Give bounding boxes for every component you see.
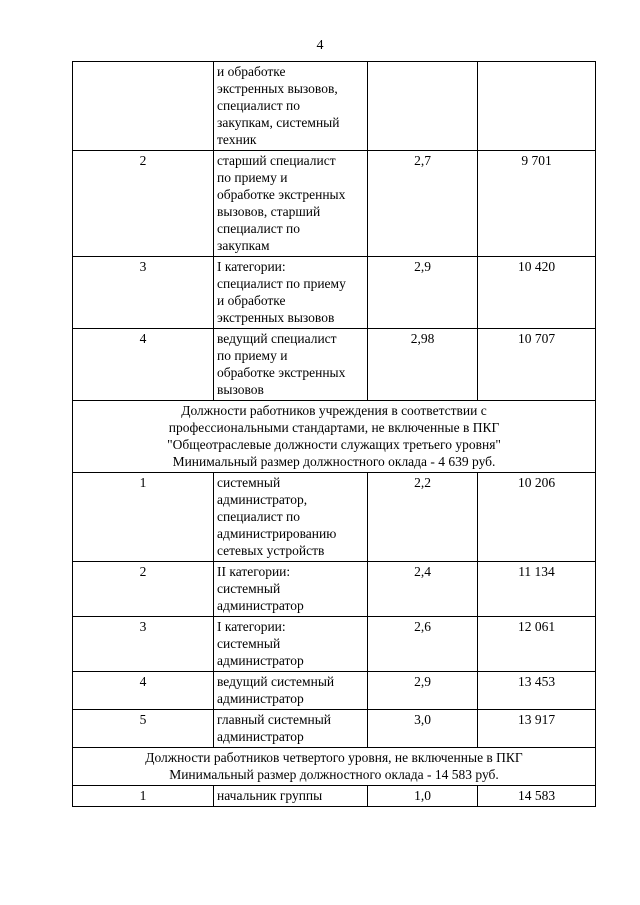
section-header-row (73, 748, 596, 786)
row-number-cell (73, 62, 214, 151)
salary-cell: 12 061 (478, 617, 596, 672)
salary-cell: 11 134 (478, 562, 596, 617)
row-number-cell: 1 (73, 473, 214, 562)
coefficient-cell: 2,2 (368, 473, 478, 562)
coefficient-cell: 2,9 (368, 672, 478, 710)
salary-cell: 10 707 (478, 329, 596, 401)
table-row (73, 62, 596, 151)
row-number-cell: 4 (73, 672, 214, 710)
row-number-cell: 5 (73, 710, 214, 748)
position-title-cell: главный системный администратор (214, 710, 368, 748)
salary-cell: 9 701 (478, 151, 596, 257)
row-number-cell: 4 (73, 329, 214, 401)
coefficient-cell (368, 62, 478, 151)
position-title-cell: I категории: специалист по приему и обработке экстренных вызовов (214, 257, 368, 329)
row-number-cell: 2 (73, 562, 214, 617)
salary-cell (478, 62, 596, 151)
table-row (73, 151, 596, 257)
table-row (73, 473, 596, 562)
table-row (73, 329, 596, 401)
position-title-cell: II категории: системный администратор (214, 562, 368, 617)
coefficient-cell: 2,4 (368, 562, 478, 617)
salary-cell: 10 206 (478, 473, 596, 562)
salary-table (72, 61, 596, 807)
page-number: 4 (316, 38, 324, 53)
coefficient-cell: 3,0 (368, 710, 478, 748)
coefficient-cell: 2,6 (368, 617, 478, 672)
position-title-cell: старший специалист по приему и обработке экстренных вызовов, старший специалист по закупкам (214, 151, 368, 257)
section-header-text: Должности работников учреждения в соответствии с профессиональными стандартами, не включенные в ПКГ "Общеотраслевые должности служащих третьего уровня" Минимальный размер должностного оклада - 4 639 руб. (73, 401, 596, 473)
table-row (73, 617, 596, 672)
salary-cell: 10 420 (478, 257, 596, 329)
position-title-cell: ведущий системный администратор (214, 672, 368, 710)
position-title-cell: системный администратор, специалист по администрированию сетевых устройств (214, 473, 368, 562)
position-title-cell: и обработке экстренных вызовов, специалист по закупкам, системный техник (214, 62, 368, 151)
position-title-cell: I категории: системный администратор (214, 617, 368, 672)
coefficient-cell: 2,98 (368, 329, 478, 401)
section-header-text: Должности работников четвертого уровня, не включенные в ПКГ Минимальный размер должностного оклада - 14 583 руб. (73, 748, 596, 786)
table-row (73, 562, 596, 617)
table-row (73, 257, 596, 329)
row-number-cell: 2 (73, 151, 214, 257)
row-number-cell: 3 (73, 257, 214, 329)
table-row (73, 786, 596, 807)
position-title-cell: начальник группы (214, 786, 368, 807)
section-header-row (73, 401, 596, 473)
salary-cell: 13 453 (478, 672, 596, 710)
table-row (73, 710, 596, 748)
row-number-cell: 1 (73, 786, 214, 807)
coefficient-cell: 1,0 (368, 786, 478, 807)
coefficient-cell: 2,7 (368, 151, 478, 257)
coefficient-cell: 2,9 (368, 257, 478, 329)
table-row (73, 672, 596, 710)
position-title-cell: ведущий специалист по приему и обработке экстренных вызовов (214, 329, 368, 401)
salary-cell: 13 917 (478, 710, 596, 748)
salary-cell: 14 583 (478, 786, 596, 807)
row-number-cell: 3 (73, 617, 214, 672)
